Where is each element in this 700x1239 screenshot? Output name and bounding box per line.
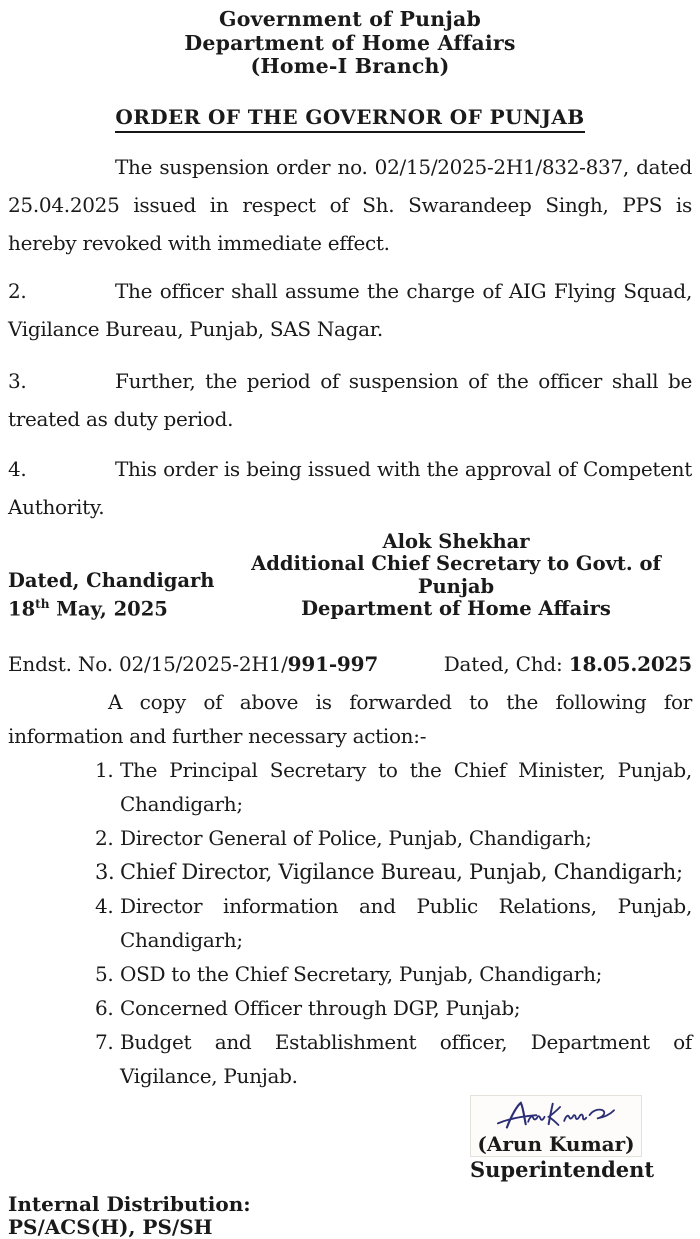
signatory-department: Department of Home Affairs <box>301 597 611 620</box>
list-item-text: The Principal Secretary to the Chief Minister, Punjab, Chandigarh; <box>120 757 692 816</box>
endorsement-number <box>8 652 378 676</box>
endorsement-date-value: 18.05.2025 <box>568 651 692 676</box>
internal-distribution-value: PS/ACS(H), PS/SH <box>8 1214 213 1239</box>
order-title: ORDER OF THE GOVERNOR OF PUNJAB <box>115 105 584 133</box>
list-item-text: Concerned Officer through DGP, Punjab; <box>120 995 521 1020</box>
endorsement-date-label: Dated, Chd: <box>443 651 569 676</box>
list-item-number: 3. <box>95 859 115 884</box>
paragraph-1 <box>8 148 692 262</box>
list-item <box>8 821 692 855</box>
paragraph-3-text: Further, the period of suspension of the officer shall be treated as duty period. <box>8 368 692 431</box>
title-wrap <box>8 105 692 133</box>
paragraph-2 <box>8 272 692 348</box>
dateline-ordinal: th <box>35 596 50 611</box>
list-item <box>8 889 692 957</box>
signature-block <box>470 1095 655 1182</box>
forwarding-paragraph: A copy of above is forwarded to the following for information and further necessary action:- <box>8 689 692 748</box>
list-item <box>8 753 692 821</box>
list-item-text: Director General of Police, Punjab, Chandigarh; <box>120 825 592 850</box>
signature-name: (Arun Kumar) <box>477 1131 635 1156</box>
list-item <box>8 957 692 991</box>
dateline-day: 18 <box>8 597 36 620</box>
internal-distribution <box>8 1193 692 1239</box>
signatory-name: Alok Shekhar <box>382 529 530 553</box>
list-item <box>8 991 692 1025</box>
letterhead-branch: (Home-I Branch) <box>250 54 450 78</box>
endorsement-row <box>8 652 692 676</box>
paragraph-4-text: This order is being issued with the approval of Competent Authority. <box>8 456 692 519</box>
list-item-number: 6. <box>95 995 114 1020</box>
dateline <box>8 570 220 621</box>
endorsement-number-bold: 991-997 <box>287 651 379 676</box>
list-item <box>8 855 692 889</box>
list-item-number: 7. <box>95 1029 114 1054</box>
list-item-number: 5. <box>95 961 114 986</box>
paragraph-1-text: The suspension order no. 02/15/2025-2H1/832-837, dated 25.04.2025 issued in respect of Sh. Swarandeep Singh, PPS is hereby revoked with immediate effect. <box>8 154 692 255</box>
letterhead-government: Government of Punjab <box>219 7 481 31</box>
signature-scan-box <box>470 1095 642 1157</box>
signature-designation: Superintendent <box>470 1156 655 1182</box>
list-item-text: Director information and Public Relations, Punjab, Chandigarh; <box>120 893 692 952</box>
list-item-text: Chief Director, Vigilance Bureau, Punjab, Chandigarh; <box>120 859 683 884</box>
endorsement-number-prefix: Endst. No. 02/15/2025-2H1/ <box>8 651 288 676</box>
paragraph-2-text: The officer shall assume the charge of AIG Flying Squad, Vigilance Bureau, Punjab, SAS Nagar. <box>8 278 692 341</box>
internal-distribution-label: Internal Distribution: <box>8 1191 251 1216</box>
list-item-number: 4. <box>95 893 114 918</box>
signatory-designation: Additional Chief Secretary to Govt. of Punjab <box>251 552 661 598</box>
endorsement-date <box>444 652 692 676</box>
list-item-number: 1. <box>95 757 114 782</box>
paragraph-4-number: 4. <box>8 456 27 481</box>
paragraph-3-number: 3. <box>8 368 27 393</box>
signatory-block <box>8 531 692 621</box>
signatory-identity <box>220 531 692 621</box>
list-item-text: OSD to the Chief Secretary, Punjab, Chandigarh; <box>120 961 603 986</box>
list-item-text: Budget and Establishment officer, Department of Vigilance, Punjab. <box>120 1029 692 1088</box>
list-item-number: 2. <box>95 825 114 850</box>
dateline-month-year: May, 2025 <box>49 597 168 620</box>
list-item <box>8 1025 692 1093</box>
paragraph-4 <box>8 450 692 526</box>
letterhead-department: Department of Home Affairs <box>184 30 516 55</box>
dateline-date <box>8 593 220 621</box>
paragraph-3 <box>8 362 692 438</box>
paragraph-2-number: 2. <box>8 278 27 303</box>
handwritten-signature-icon <box>482 1098 630 1134</box>
distribution-list <box>8 753 692 1093</box>
letterhead <box>8 8 692 79</box>
dateline-place: Dated, Chandigarh <box>8 569 215 592</box>
